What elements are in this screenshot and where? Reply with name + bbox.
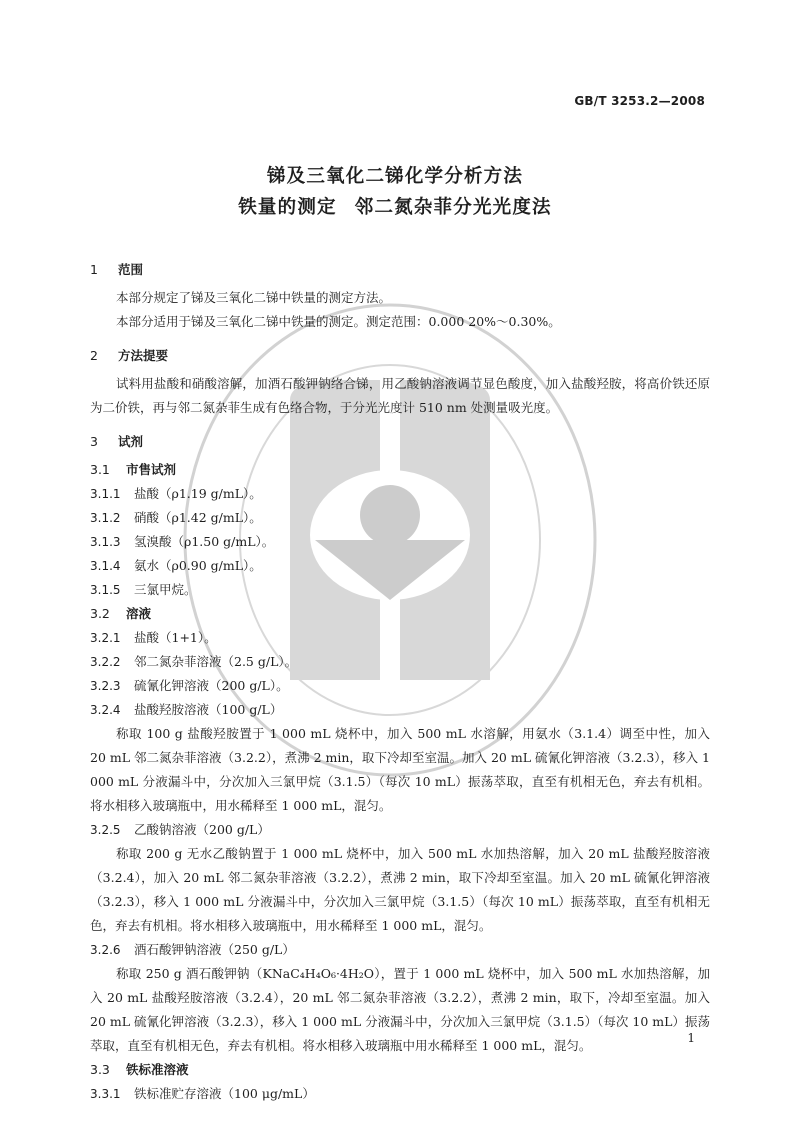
- item-text: 盐酸（1+1）。: [134, 630, 217, 645]
- standard-code: GB/T 3253.2—2008: [574, 94, 705, 108]
- list-item: [90, 530, 710, 554]
- list-item: [90, 506, 710, 530]
- document-body: [90, 258, 710, 1106]
- item-text: 酒石酸钾钠溶液（250 g/L）: [134, 942, 295, 957]
- list-item: [90, 818, 710, 842]
- item-number: 3.2.5: [90, 823, 121, 837]
- page-number: 1: [687, 1031, 695, 1045]
- item-text: 铁标准贮存溶液（100 μg/mL）: [134, 1086, 315, 1101]
- subsection-3-3-heading: [90, 1058, 710, 1082]
- item-number: 3.2.3: [90, 679, 121, 693]
- reagent-3-2-4-procedure: 称取 100 g 盐酸羟胺置于 1 000 mL 烧杯中，加入 500 mL 水溶解，用氨水（3.1.4）调至中性，加入 20 mL 邻二氮杂菲溶液（3.2.2），煮沸 2 min，取下冷却至室温。加入 20 mL 硫氰化钾溶液（3.2.3），移入 1 000 mL 分液漏斗中，分次加入三氯甲烷（3.1.5）（每次 10 mL）振荡萃取，直至有机相无色，弃去有机相。将水相移入玻璃瓶中，用水稀释至 1 000 mL，混匀。: [90, 726, 710, 813]
- document-title-line1: 锑及三氧化二锑化学分析方法: [266, 166, 524, 187]
- item-text: 三氯甲烷。: [134, 582, 197, 597]
- list-item: [90, 626, 710, 650]
- section-2-heading: [90, 344, 710, 368]
- title-part-b: 邻二氮杂菲分光光度法: [354, 197, 552, 218]
- item-number: 3.2.2: [90, 655, 121, 669]
- section-title: 方法提要: [118, 348, 169, 363]
- subsection-title: 市售试剂: [126, 462, 177, 477]
- item-text: 乙酸钠溶液（200 g/L）: [134, 822, 270, 837]
- item-text: 盐酸（ρ1.19 g/mL）。: [134, 486, 262, 501]
- item-number: 3.1.4: [90, 559, 121, 573]
- list-item: [90, 554, 710, 578]
- item-number: 3.2.6: [90, 943, 121, 957]
- section-title: 范围: [118, 262, 144, 277]
- subsection-number: 3.2: [90, 606, 110, 621]
- list-item: [90, 938, 710, 962]
- item-number: 3.1.3: [90, 535, 121, 549]
- section-number: 1: [90, 262, 98, 277]
- item-number: 3.1.2: [90, 511, 121, 525]
- item-number: 3.3.1: [90, 1087, 121, 1101]
- subsection-3-2-heading: [90, 602, 710, 626]
- subsection-title: 溶液: [126, 606, 152, 621]
- item-number: 3.1.5: [90, 583, 121, 597]
- item-number: 3.2.1: [90, 631, 121, 645]
- item-text: 硫氰化钾溶液（200 g/L）。: [134, 678, 289, 693]
- subsection-3-1-heading: [90, 458, 710, 482]
- section-1-para-2: 本部分适用于锑及三氧化二锑中铁量的测定。测定范围：0.000 20%～0.30%。: [116, 314, 561, 329]
- list-item: [90, 650, 710, 674]
- document-title-line2: [0, 193, 790, 219]
- item-text: 盐酸羟胺溶液（100 g/L）: [134, 702, 283, 717]
- reagent-3-2-6-procedure: 称取 250 g 酒石酸钾钠（KNaC₄H₄O₆·4H₂O），置于 1 000 mL 烧杯中，加入 500 mL 水加热溶解，加入 20 mL 盐酸羟胺溶液（3.2.4），20 mL 邻二氮杂菲溶液（3.2.2），煮沸 2 min，取下，冷却至室温。加入 20 mL 硫氰化钾溶液（3.2.3），移入 1 000 mL 分液漏斗中，分次加入三氯甲烷（3.1.5）（每次 10 mL）振荡萃取，直至有机相无色，弃去有机相。将水相移入玻璃瓶中用水稀释至 1 000 mL，混匀。: [90, 966, 710, 1053]
- subsection-title: 铁标准溶液: [126, 1062, 189, 1077]
- section-3-heading: [90, 430, 710, 454]
- subsection-number: 3.3: [90, 1062, 110, 1077]
- section-1-para-1: 本部分规定了锑及三氧化二锑中铁量的测定方法。: [116, 290, 392, 305]
- list-item: [90, 482, 710, 506]
- section-2-para-1: 试料用盐酸和硝酸溶解，加酒石酸钾钠络合锑，用乙酸钠溶液调节显色酸度，加入盐酸羟胺，将高价铁还原为二价铁，再与邻二氮杂菲生成有色络合物，于分光光度计 510 nm 处测量吸光度。: [90, 376, 710, 415]
- list-item: [90, 698, 710, 722]
- section-1-heading: [90, 258, 710, 282]
- section-number: 2: [90, 348, 98, 363]
- item-text: 氢溴酸（ρ1.50 g/mL）。: [134, 534, 275, 549]
- section-number: 3: [90, 434, 98, 449]
- section-title: 试剂: [118, 434, 144, 449]
- list-item: [90, 674, 710, 698]
- list-item: [90, 578, 710, 602]
- item-text: 氨水（ρ0.90 g/mL）。: [134, 558, 262, 573]
- item-number: 3.1.1: [90, 487, 121, 501]
- item-text: 邻二氮杂菲溶液（2.5 g/L）。: [134, 654, 298, 669]
- subsection-number: 3.1: [90, 462, 110, 477]
- item-number: 3.2.4: [90, 703, 121, 717]
- item-text: 硝酸（ρ1.42 g/mL）。: [134, 510, 262, 525]
- title-part-a: 铁量的测定: [238, 197, 337, 218]
- list-item: [90, 1082, 710, 1106]
- reagent-3-2-5-procedure: 称取 200 g 无水乙酸钠置于 1 000 mL 烧杯中，加入 500 mL 水加热溶解，加入 20 mL 盐酸羟胺溶液（3.2.4），加入 20 mL 邻二氮杂菲溶液（3.2.2），煮沸 2 min，取下冷却至室温。加入 20 mL 硫氰化钾溶液（3.2.3），移入 1 000 mL 分液漏斗中，分次加入三氯甲烷（3.1.5）（每次 10 mL）振荡萃取，直至有机相无色，弃去有机相。将水相移入玻璃瓶中，用水稀释至 1 000 mL，混匀。: [90, 846, 710, 933]
